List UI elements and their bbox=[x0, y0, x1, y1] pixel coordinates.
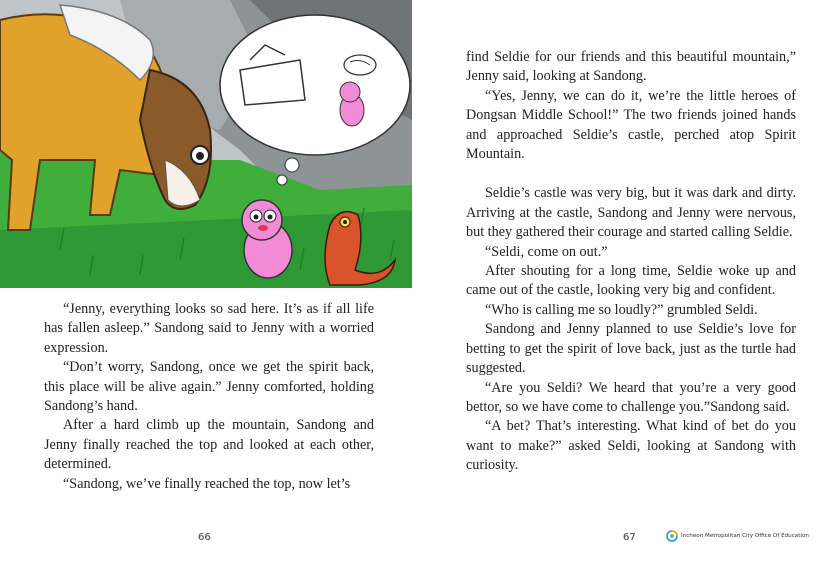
paragraph: After shouting for a long time, Seldie woke up and came out of the castle, looking very big and confident. bbox=[466, 263, 796, 299]
office-name: Incheon Metropolitan City Office Of Education bbox=[681, 533, 809, 539]
paragraph: “Who is calling me so loudly?” grumbled Seldi. bbox=[485, 301, 758, 318]
paragraph: find Seldie for our friends and this beautiful mountain,” Jenny said, looking at Sandong. bbox=[466, 49, 796, 85]
section-gap bbox=[466, 164, 796, 184]
education-office-logo bbox=[666, 530, 678, 542]
paragraph: “Yes, Jenny, we can do it, we’re the little heroes of Dongsan Middle School!” The two friends joined hands and approached Seldie’s castle, perched atop Spirit Mountain. bbox=[466, 87, 796, 163]
page-number-right: 67 bbox=[623, 532, 636, 543]
paragraph: “Don’t worry, Sandong, once we get the spirit back, this place will be alive again.” Jenny comforted, holding Sandong’s hand. bbox=[44, 359, 374, 415]
paragraph: “A bet? That’s interesting. What kind of bet do you want to make?” asked Seldi, looking at Sandong with curiosity. bbox=[466, 418, 796, 474]
right-page bbox=[418, 0, 835, 575]
office-footer bbox=[666, 530, 809, 542]
right-page-text bbox=[466, 48, 796, 476]
paragraph: “Are you Seldi? We heard that you’re a very good bettor, so we have come to challenge you.”Sandong said. bbox=[466, 379, 796, 415]
paragraph: Seldie’s castle was very big, but it was dark and dirty. Arriving at the castle, Sandong and Jenny were nervous, but they gathered their courage and started calling Seldie. bbox=[466, 185, 796, 241]
paragraph: Sandong and Jenny planned to use Seldie’s love for betting to get the spirit of love back, just as the turtle had suggested. bbox=[466, 321, 796, 377]
paragraph: “Jenny, everything looks so sad here. It’s as if all life has fallen asleep.” Sandong said to Jenny with a worried expression. bbox=[44, 301, 374, 356]
paragraph: “Sandong, we’ve finally reached the top, now let’s bbox=[63, 475, 351, 492]
paragraph: “Seldi, come on out.” bbox=[485, 243, 608, 260]
left-page-text bbox=[44, 300, 374, 494]
paragraph: After a hard climb up the mountain, Sandong and Jenny finally reached the top and looked at each other, determined. bbox=[44, 417, 374, 473]
page-number-left: 66 bbox=[198, 532, 211, 543]
horse-and-friends-illustration bbox=[0, 0, 412, 288]
